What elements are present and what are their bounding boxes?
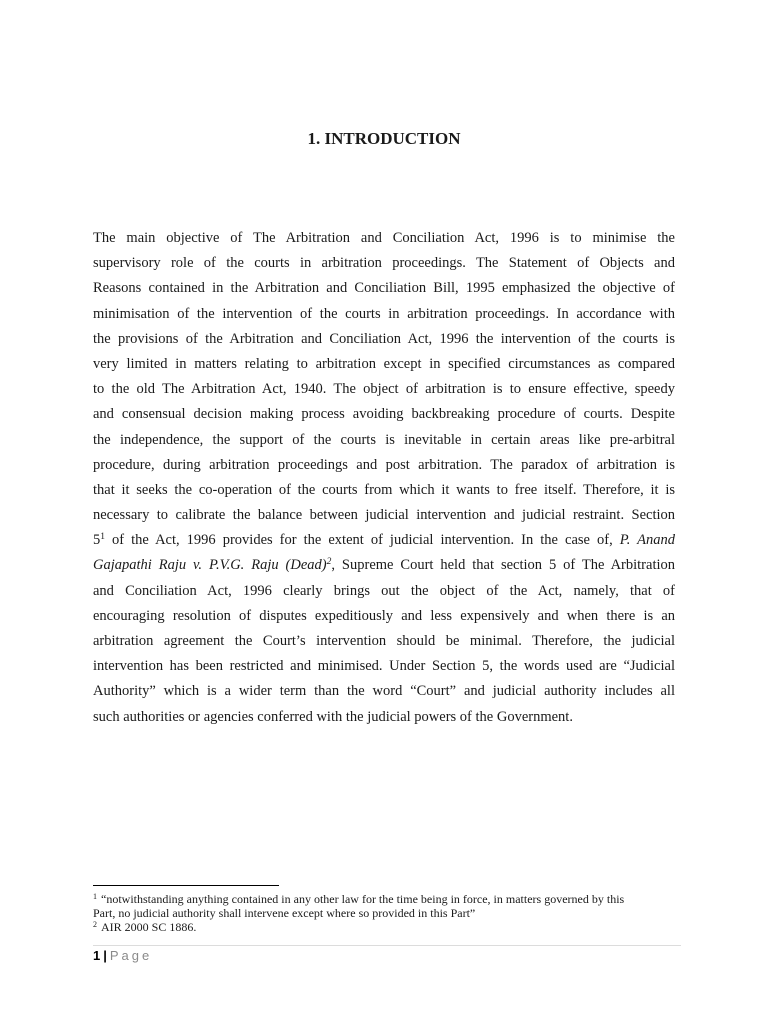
page-separator: | [103,948,107,963]
paragraph-line-with-footnote-1 [93,528,675,553]
paragraph-line: The main objective of The Arbitration and Conciliation Act, 1996 is to minimise the [93,230,675,246]
paragraph-line: intervention has been restricted and minimised. Under Section 5, the words used are “Judicial [93,658,675,675]
paragraph-line: Reasons contained in the Arbitration and Conciliation Bill, 1995 emphasized the objective of [93,280,675,297]
page-footer [93,948,152,964]
body-paragraph [93,226,675,730]
footnote-1-text: “notwithstanding anything contained in any other law for the time being in force, in matters governed by this [101,892,625,906]
paragraph-line: supervisory role of the courts in arbitration proceedings. The Statement of Objects and [93,255,675,272]
footnote-1-mark: 1 [93,892,97,901]
footnotes [93,892,675,934]
paragraph-line: necessary to calibrate the balance between judicial intervention and judicial restraint. Section [93,507,675,524]
footnote-1 [93,892,675,906]
footnote-2-mark: 2 [93,920,97,929]
paragraph-line: arbitration agreement the Court’s intervention should be minimal. Therefore, the judicial [93,633,675,649]
section-number: 5 [93,532,101,549]
paragraph-line: very limited in matters relating to arbitration except in specified circumstances as compared [93,355,675,372]
line-text: , Supreme Court held that section 5 of The Arbitration [331,557,675,574]
paragraph-line: the provisions of the Arbitration and Conciliation Act, 1996 the intervention of the courts is [93,330,675,347]
footnote-1-continued: Part, no judicial authority shall intervene except where so provided in this Part” [93,906,476,920]
paragraph-line-with-footnote-2 [93,553,675,578]
footnote-2-text: AIR 2000 SC 1886. [101,920,197,934]
paragraph-line: and consensual decision making process avoiding backbreaking procedure of courts. Despite [93,406,675,423]
paragraph-line: encouraging resolution of disputes expeditiously and less expensively and when there is an [93,607,675,624]
paragraph-line: and Conciliation Act, 1996 clearly brings out the object of the Act, namely, that of [93,582,675,599]
footnote-2 [93,920,675,934]
paragraph-line: that it seeks the co-operation of the courts from which it wants to free itself. Therefore, it is [93,481,675,498]
section-heading: 1. INTRODUCTION [307,129,461,148]
footnote-separator [93,885,279,886]
paragraph-line: the independence, the support of the courts is inevitable in certain areas like pre-arbitral [93,431,675,448]
page-label: Page [109,948,153,963]
case-name-start: P. Anand [619,532,675,549]
footer-rule [93,945,681,946]
paragraph-line: Authority” which is a wider term than the word “Court” and judicial authority includes all [93,683,675,700]
footnote-ref-2[interactable]: 2 [326,557,332,568]
page-number: 1 [93,948,101,963]
paragraph-line: to the old The Arbitration Act, 1940. The object of arbitration is to ensure effective, speedy [93,381,675,398]
line-text: of the Act, 1996 provides for the extent of judicial intervention. In the case of, [105,532,620,549]
paragraph-line: minimisation of the intervention of the courts in arbitration proceedings. In accordance with [93,305,675,322]
footnote-ref-1[interactable]: 1 [100,532,105,543]
paragraph-last-line: such authorities or agencies conferred with the judicial powers of the Government. [93,708,573,725]
paragraph-line: procedure, during arbitration proceedings and post arbitration. The paradox of arbitration is [93,456,675,473]
case-name-end: Gajapathi Raju v. P.V.G. Raju (Dead) [93,557,327,574]
